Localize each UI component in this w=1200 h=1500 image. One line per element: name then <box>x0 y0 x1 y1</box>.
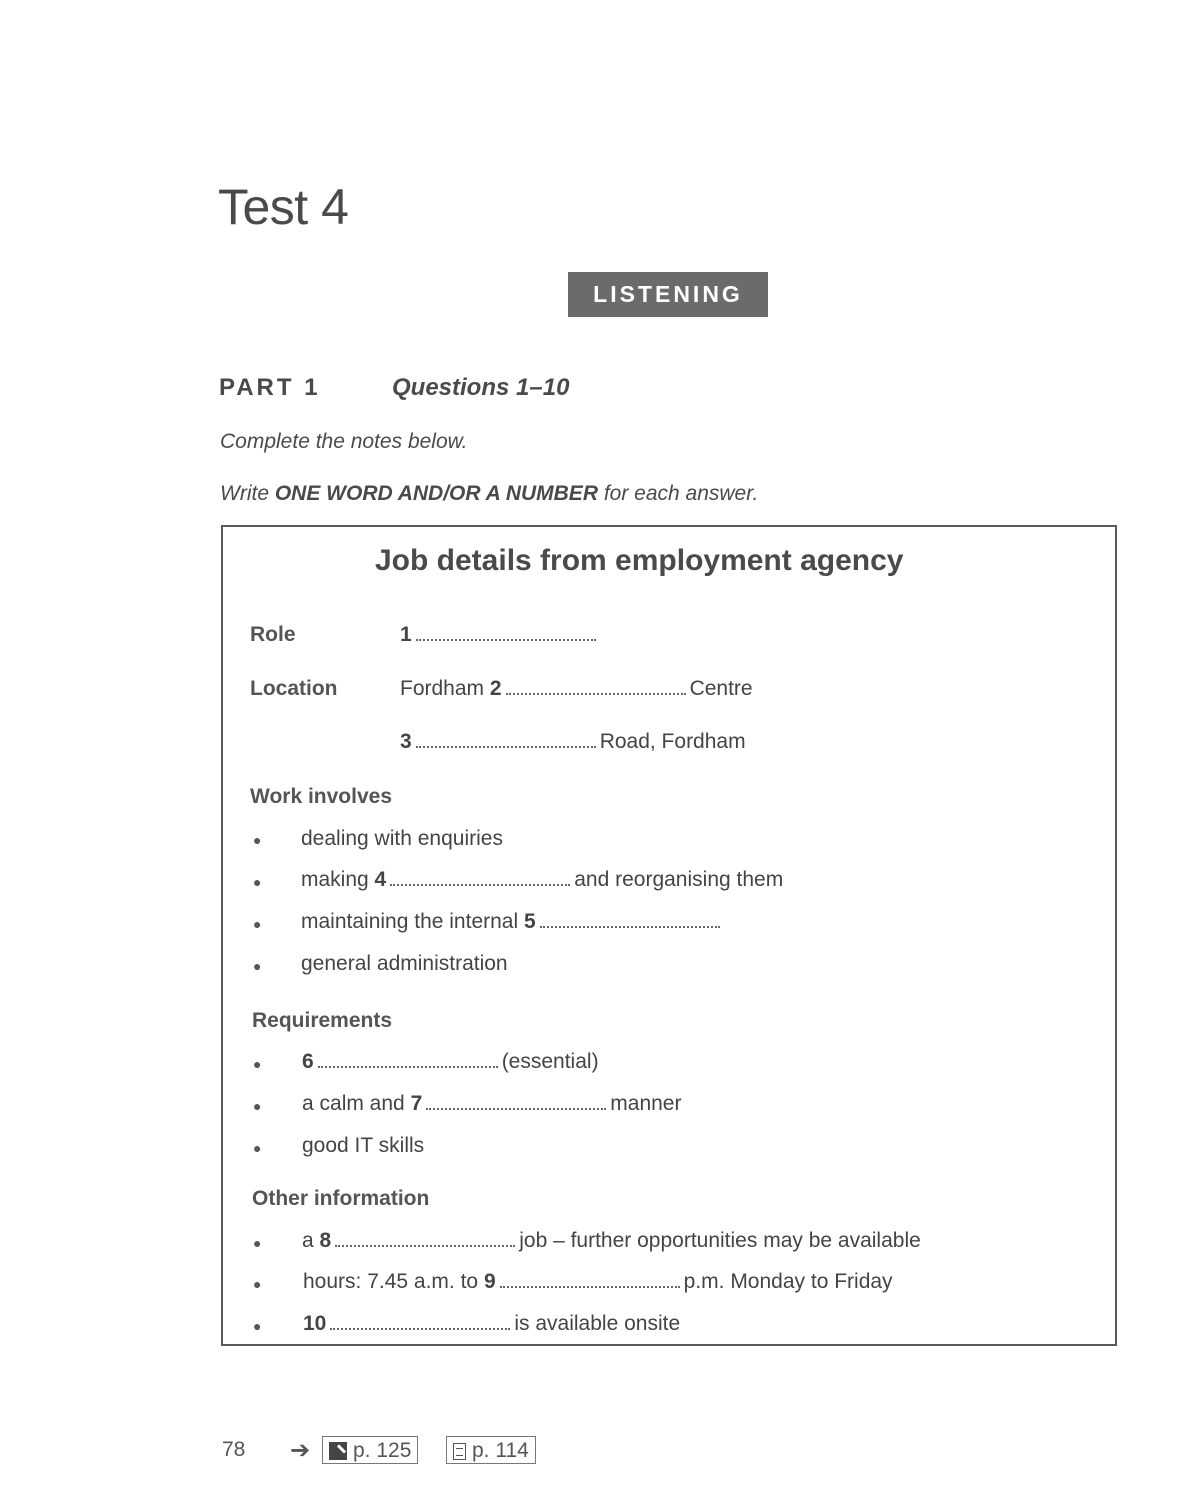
answer-blank-8[interactable] <box>335 1231 515 1247</box>
answer-blank-2[interactable] <box>506 679 686 695</box>
page-title: Test 4 <box>218 179 349 235</box>
answer-key-icon <box>329 1442 347 1460</box>
transcript-icon <box>453 1443 466 1460</box>
bullet-icon: ● <box>253 874 262 890</box>
bullet-icon: ● <box>253 1235 262 1251</box>
question-6: 6 (essential) <box>302 1050 599 1073</box>
instruction-complete: Complete the notes below. <box>220 430 468 453</box>
work-item-1: dealing with enquiries <box>301 827 503 850</box>
bullet-icon: ● <box>253 832 262 848</box>
arrow-icon: ➔ <box>290 1437 311 1464</box>
bullet-icon: ● <box>253 1140 262 1156</box>
answer-blank-1[interactable] <box>416 625 596 641</box>
page-number: 78 <box>222 1438 246 1461</box>
part-label: PART 1 <box>219 374 321 401</box>
answer-blank-6[interactable] <box>318 1052 498 1068</box>
answer-blank-3[interactable] <box>416 732 596 748</box>
bullet-icon: ● <box>253 916 262 932</box>
bullet-icon: ● <box>253 1098 262 1114</box>
instruction-emphasis: ONE WORD AND/OR A NUMBER <box>274 482 598 505</box>
answer-blank-10[interactable] <box>330 1314 510 1330</box>
question-8: a 8 job – further opportunities may be available <box>302 1229 921 1252</box>
location-label: Location <box>250 677 338 700</box>
requirement-3: good IT skills <box>302 1134 425 1157</box>
question-5: maintaining the internal 5 <box>301 910 724 934</box>
notes-box <box>221 525 1117 1346</box>
bullet-icon: ● <box>253 1056 262 1072</box>
work-heading: Work involves <box>250 785 392 808</box>
ref-answer-key[interactable]: p. 125 <box>322 1436 418 1466</box>
work-item-4: general administration <box>301 952 508 975</box>
bullet-icon: ● <box>253 1318 262 1334</box>
ref-transcript[interactable]: p. 114 <box>446 1436 536 1466</box>
question-10: 10 is available onsite <box>303 1312 681 1335</box>
section-banner: LISTENING <box>568 272 768 317</box>
question-2: Fordham 2 Centre <box>400 677 753 700</box>
answer-blank-4[interactable] <box>390 870 570 886</box>
instruction-write: Write ONE WORD AND/OR A NUMBER for each answer. <box>220 482 759 505</box>
other-heading: Other information <box>252 1187 430 1210</box>
question-4: making 4 and reorganising them <box>301 868 784 891</box>
bullet-icon: ● <box>253 1276 262 1292</box>
answer-blank-9[interactable] <box>500 1272 680 1288</box>
question-3: 3 Road, Fordham <box>400 730 746 753</box>
questions-range: Questions 1–10 <box>392 374 570 401</box>
answer-blank-7[interactable] <box>426 1094 606 1110</box>
requirements-heading: Requirements <box>252 1009 393 1032</box>
role-label: Role <box>250 623 296 646</box>
question-9: hours: 7.45 a.m. to 9 p.m. Monday to Friday <box>303 1270 893 1293</box>
question-7: a calm and 7 manner <box>302 1092 682 1115</box>
bullet-icon: ● <box>253 958 262 974</box>
question-1: 1 <box>400 623 600 647</box>
answer-blank-5[interactable] <box>540 912 720 928</box>
notes-title: Job details from employment agency <box>375 544 904 577</box>
